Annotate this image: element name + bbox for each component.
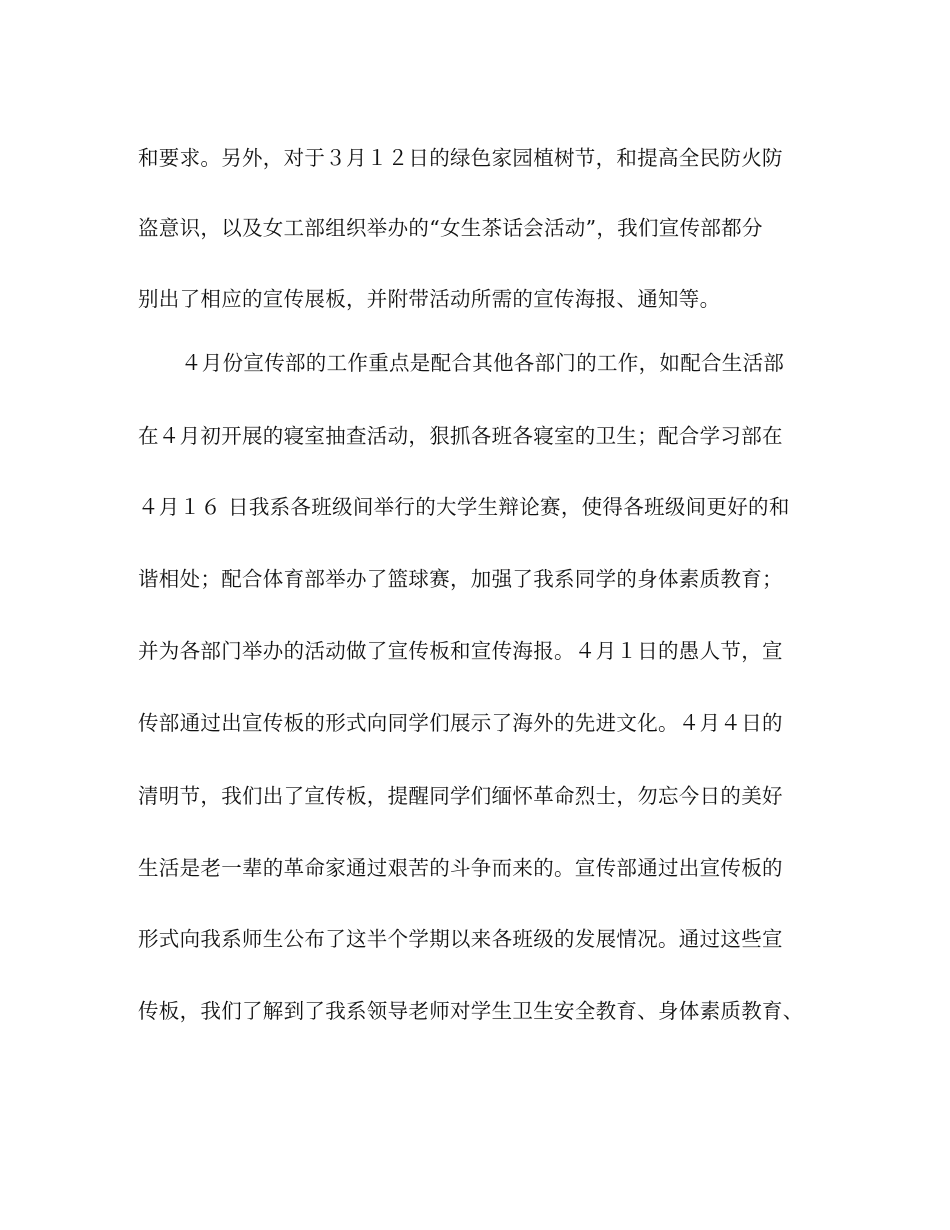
text-line: 谐相处；配合体育部举办了篮球赛，加强了我系同学的身体素质教育； bbox=[138, 567, 783, 591]
text-line: 传部通过出宣传板的形式向同学们展示了海外的先进文化。４月４日的 bbox=[138, 711, 783, 735]
text-line: 形式向我系师生公布了这半个学期以来各班级的发展情况。通过这些宣 bbox=[138, 927, 783, 951]
text-line: 盗意识，以及女工部组织举办的“女生茶话会活动”，我们宣传部都分 bbox=[138, 216, 763, 240]
paragraph-first-line: ４月份宣传部的工作重点是配合其他各部门的工作，如配合生活部 bbox=[181, 351, 785, 375]
text-line: 清明节，我们出了宣传板，提醒同学们缅怀革命烈士，勿忘今日的美好 bbox=[138, 784, 783, 808]
text-line: 和要求。另外，对于３月１２日的绿色家园植树节，和提高全民防火防 bbox=[138, 146, 783, 170]
text-line: 在４月初开展的寝室抽查活动，狠抓各班各寝室的卫生；配合学习部在 bbox=[138, 424, 783, 448]
text-line: 并为各部门举办的活动做了宣传板和宣传海报。４月１日的愚人节，宣 bbox=[138, 639, 783, 663]
text-line: 生活是老一辈的革命家通过艰苦的斗争而来的。宣传部通过出宣传板的 bbox=[138, 856, 783, 880]
text-line: 别出了相应的宣传展板，并附带活动所需的宣传海报、通知等。 bbox=[138, 287, 721, 311]
text-line: 传板，我们了解到了我系领导老师对学生卫生安全教育、身体素质教育、 bbox=[138, 999, 804, 1023]
text-line: ４月１６ 日我系各班级间举行的大学生辩论赛，使得各班级间更好的和 bbox=[138, 495, 790, 519]
